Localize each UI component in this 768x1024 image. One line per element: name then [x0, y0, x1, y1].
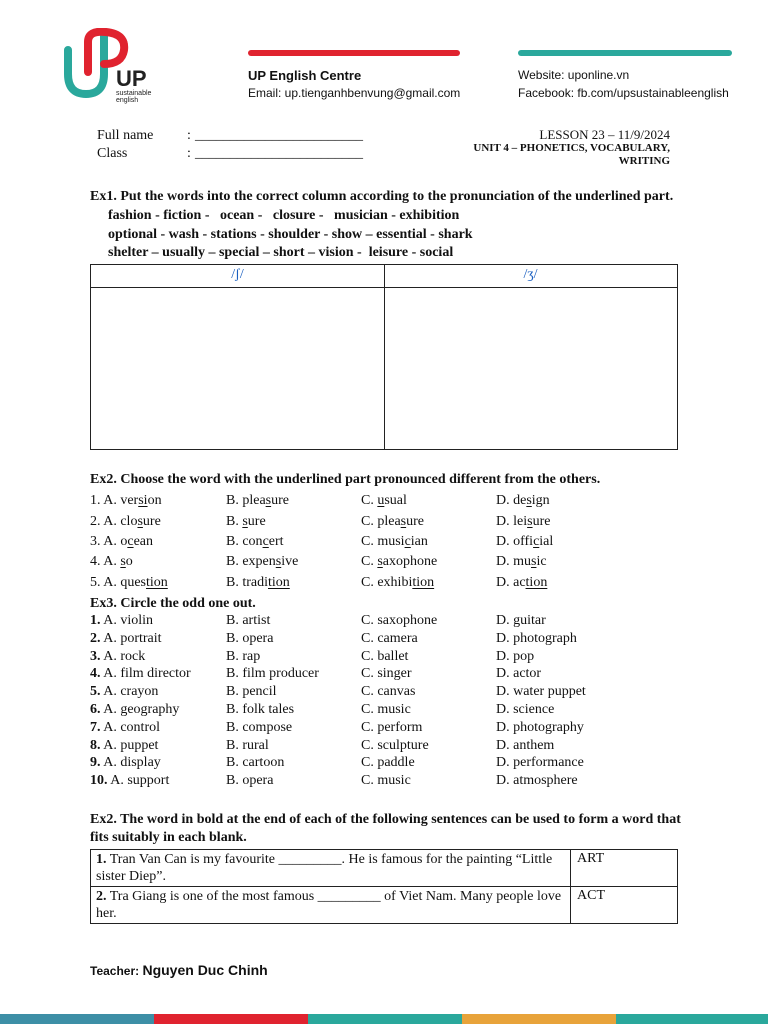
underlined-part: s [137, 514, 143, 529]
ex4-question-text: Tra Giang is one of the most famous _________ of Viet Nam. Many people love her. [96, 889, 562, 921]
option-text: C. [361, 554, 378, 569]
ex2-option-b[interactable] [226, 554, 298, 570]
underlined-part: s [527, 514, 533, 529]
option-text: D. offi [496, 534, 534, 549]
option-text: A. portrait [100, 630, 162, 646]
ex2-heading: Ex2. Choose the word with the underlined part pronounced different from the others. [90, 472, 601, 487]
ex3-option-c[interactable]: C. ballet [361, 648, 409, 664]
ex3-option-a[interactable] [90, 613, 153, 629]
ex4-question[interactable] [91, 850, 571, 886]
option-text: B. expen [226, 554, 276, 569]
option-text: B. con [226, 534, 263, 549]
ex3-option-d[interactable]: D. photography [496, 719, 584, 735]
question-number: 1. [90, 613, 101, 628]
ex2-option-d[interactable] [496, 514, 550, 530]
underlined-part: c [404, 534, 411, 549]
teacher [90, 962, 268, 978]
option-text: C. [361, 493, 378, 508]
class-colon: : [187, 146, 191, 161]
underlined-part: tion [525, 575, 548, 590]
ex3-option-a[interactable] [90, 755, 161, 771]
option-text: C. plea [361, 514, 401, 529]
ex3-option-b[interactable]: B. opera [226, 630, 274, 646]
website: Website: uponline.vn [518, 68, 630, 82]
ex2-option-a[interactable] [90, 534, 153, 550]
ex3-option-b[interactable]: B. cartoon [226, 755, 285, 771]
ex4-word: ART [577, 851, 605, 866]
lesson-title: LESSON 23 – 11/9/2024 [539, 127, 670, 142]
ex2-option-b[interactable] [226, 534, 284, 550]
ex4-heading-line2: fits suitably in each blank. [90, 830, 247, 845]
header-teal-bar [518, 50, 732, 56]
option-text: A. control [100, 719, 160, 735]
option-text: ure [406, 514, 424, 529]
full-name-colon: : [187, 128, 191, 143]
underlined-part: s [526, 493, 532, 508]
full-name-label: Full name [97, 128, 154, 143]
underlined-part: s [242, 514, 248, 529]
ex4-question[interactable] [91, 887, 571, 923]
option-text: sual [384, 493, 407, 508]
ex2-option-b[interactable] [226, 514, 266, 530]
option-text: 1. A. ver [90, 493, 139, 508]
ex2-option-a[interactable] [90, 554, 133, 570]
ex2-option-d[interactable] [496, 554, 547, 570]
ex2-option-c[interactable] [361, 554, 437, 570]
ex3-option-d[interactable]: D. science [496, 702, 555, 717]
ex3-option-b[interactable]: B. artist [226, 613, 271, 628]
teacher-name: Nguyen Duc Chinh [142, 962, 268, 978]
facebook: Facebook: fb.com/upsustainableenglish [518, 86, 729, 100]
footer-segment [616, 1014, 768, 1024]
ex3-heading: Ex3. Circle the odd one out. [90, 596, 256, 611]
ex3-option-b[interactable]: B. rural [226, 737, 269, 753]
logo-text: UP [116, 66, 147, 91]
option-text: ure [271, 493, 289, 508]
option-text: A. display [100, 755, 161, 771]
option-text: 5. A. ques [90, 575, 146, 590]
option-text: o [125, 554, 133, 569]
ex1-words-line2: optional - wash - stations - shoulder - show – essential - shark [108, 227, 473, 242]
ex3-option-c[interactable]: C. music [361, 702, 411, 717]
footer-segment [462, 1014, 616, 1024]
footer-segment [308, 1014, 462, 1024]
underlined-part: tion [268, 575, 290, 590]
question-number: 7. [90, 719, 101, 735]
ex1-col-sh: /ʃ/ [231, 267, 244, 282]
ex3-option-a[interactable] [90, 738, 158, 754]
option-text: A. violin [100, 613, 154, 628]
option-text: 2. A. clo [90, 514, 138, 529]
ex3-option-d[interactable]: D. anthem [496, 737, 555, 753]
underlined-part: tion [146, 575, 168, 590]
underlined-part: c [127, 534, 134, 549]
option-text: ic [536, 554, 547, 569]
ex3-option-d[interactable]: D. photograph [496, 630, 577, 646]
option-text: ian [410, 534, 428, 549]
ex3-option-c[interactable]: C. saxophone [361, 613, 438, 628]
class-blank[interactable]: ________________________ [195, 146, 363, 161]
ex1-heading: Ex1. Put the words into the correct column according to the pronunciation of the underlined part. [90, 189, 674, 204]
ex2-option-a[interactable] [90, 575, 168, 591]
option-text: A. geography [100, 702, 180, 717]
ex3-option-b[interactable]: B. rap [226, 648, 261, 664]
option-text: ert [268, 534, 284, 549]
ex3-option-c[interactable]: C. canvas [361, 684, 416, 700]
option-text: A. support [107, 773, 170, 789]
underlined-part: s [120, 554, 126, 569]
option-text: A. film director [100, 666, 191, 682]
question-number: 3. [90, 648, 101, 664]
option-text: B. [226, 514, 243, 529]
option-text: ign [531, 493, 550, 508]
ex2-option-a[interactable] [90, 493, 162, 509]
ex4-table [90, 849, 678, 924]
ex2-option-d[interactable] [496, 493, 550, 509]
centre-email: Email: up.tienganhbenvung@gmail.com [248, 86, 461, 100]
ex3-option-b[interactable]: B. opera [226, 773, 274, 789]
option-text: D. ac [496, 575, 526, 590]
ex2-option-b[interactable] [226, 575, 290, 591]
question-number: 10. [90, 773, 108, 789]
underlined-part: c [533, 534, 540, 549]
header-red-bar [248, 50, 460, 56]
ex2-option-b[interactable] [226, 493, 289, 509]
teacher-label: Teacher: [90, 964, 143, 978]
underlined-part: si [138, 493, 148, 508]
ex3-option-b[interactable]: B. compose [226, 719, 293, 735]
question-number: 5. [90, 684, 101, 700]
option-text: axophone [382, 554, 438, 569]
class-label: Class [97, 146, 128, 161]
ex3-option-a[interactable] [90, 720, 160, 736]
option-text: B. tradi [226, 575, 268, 590]
option-text: C. musi [361, 534, 405, 549]
ex3-option-a[interactable] [90, 649, 145, 665]
option-text: ive [281, 554, 299, 569]
underlined-part: s [275, 554, 282, 569]
ex3-option-a[interactable] [90, 684, 158, 700]
option-text: 3. A. o [90, 534, 128, 549]
ex4-question-number: 1. [96, 852, 107, 867]
full-name-blank[interactable]: ________________________ [195, 128, 363, 143]
ex2-option-c[interactable] [361, 534, 428, 550]
ex3-option-a[interactable] [90, 702, 179, 718]
ex4-row [91, 887, 677, 923]
ex1-table [90, 264, 678, 450]
underlined-part: s [265, 493, 272, 508]
ex3-option-b[interactable]: B. film producer [226, 666, 319, 682]
option-text: 4. A. [90, 554, 121, 569]
ex3-option-c[interactable]: C. music [361, 773, 411, 789]
ex2-option-d[interactable] [496, 575, 547, 591]
underlined-part: s [531, 554, 537, 569]
question-number: 4. [90, 666, 101, 682]
ex3-option-a[interactable] [90, 631, 162, 647]
question-number: 2. [90, 630, 101, 646]
ex3-option-d[interactable]: D. guitar [496, 613, 546, 628]
ex3-option-d[interactable]: D. water puppet [496, 684, 586, 700]
ex3-option-d[interactable]: D. atmosphere [496, 773, 578, 789]
ex1-col-zh: /ʒ/ [523, 267, 538, 282]
ex2-option-c[interactable] [361, 493, 407, 509]
option-text: A. crayon [100, 684, 159, 700]
footer-bar [0, 1014, 768, 1024]
option-text: D. de [496, 493, 527, 508]
footer-segment [154, 1014, 308, 1024]
ex2-option-a[interactable] [90, 514, 161, 530]
option-text: ean [133, 534, 153, 549]
underlined-part: tion [412, 575, 435, 590]
option-text: ial [539, 534, 554, 549]
ex3-option-b[interactable]: B. pencil [226, 684, 277, 700]
ex3-option-d[interactable]: D. actor [496, 666, 542, 682]
option-text: ure [142, 514, 161, 529]
ex3-option-b[interactable]: B. folk tales [226, 702, 295, 717]
ex3-option-c[interactable]: C. paddle [361, 755, 415, 771]
ex1-words-line1: fashion - fiction - ocean - closure - musician - exhibition [108, 208, 460, 223]
ex3-option-c[interactable]: C. singer [361, 666, 412, 682]
ex4-heading-line1: Ex2. The word in bold at the end of each of the following sentences can be used to form a word that [90, 812, 681, 827]
underlined-part: u [377, 493, 385, 508]
logo-subtitle [116, 90, 151, 104]
ex3-option-d[interactable]: D. pop [496, 648, 535, 664]
ex3-option-c[interactable]: C. camera [361, 630, 418, 646]
option-text: on [147, 493, 162, 508]
logo-sub2: english [116, 97, 139, 104]
ex2-option-c[interactable] [361, 514, 424, 530]
ex3-option-d[interactable]: D. performance [496, 755, 584, 771]
unit-line2: WRITING [618, 155, 670, 167]
question-number: 6. [90, 702, 101, 717]
ex3-option-a[interactable] [90, 773, 169, 789]
centre-name: UP English Centre [248, 68, 362, 83]
ex3-option-c[interactable]: C. sculpture [361, 737, 429, 753]
underlined-part: s [400, 514, 407, 529]
ex3-option-c[interactable]: C. perform [361, 719, 423, 735]
option-text: ure [247, 514, 266, 529]
ex4-row [91, 850, 677, 887]
ex2-option-c[interactable] [361, 575, 434, 591]
ex4-question-text: Tran Van Can is my favourite _________. He is famous for the painting “Little sister Diep”. [96, 852, 553, 884]
option-text: A. puppet [100, 737, 159, 753]
option-text: C. exhibi [361, 575, 413, 590]
logo-sub1: sustainable [116, 90, 152, 97]
underlined-part: c [262, 534, 269, 549]
footer-segment [0, 1014, 154, 1024]
option-text: A. rock [100, 648, 146, 664]
ex3-option-a[interactable] [90, 666, 191, 682]
ex4-question-number: 2. [96, 889, 107, 904]
question-number: 9. [90, 755, 101, 771]
underlined-part: s [377, 554, 383, 569]
ex1-table-divider [384, 265, 385, 449]
ex4-word: ACT [577, 888, 605, 903]
option-text: B. plea [226, 493, 266, 508]
unit-line1: UNIT 4 – PHONETICS, VOCABULARY, [473, 142, 670, 154]
question-number: 8. [90, 737, 101, 753]
option-text: D. lei [496, 514, 528, 529]
option-text: ure [532, 514, 551, 529]
ex1-words-line3: shelter – usually – special – short – vision - leisure - social [108, 245, 454, 260]
unit-title [410, 142, 670, 168]
ex2-option-d[interactable] [496, 534, 553, 550]
option-text: D. mu [496, 554, 531, 569]
